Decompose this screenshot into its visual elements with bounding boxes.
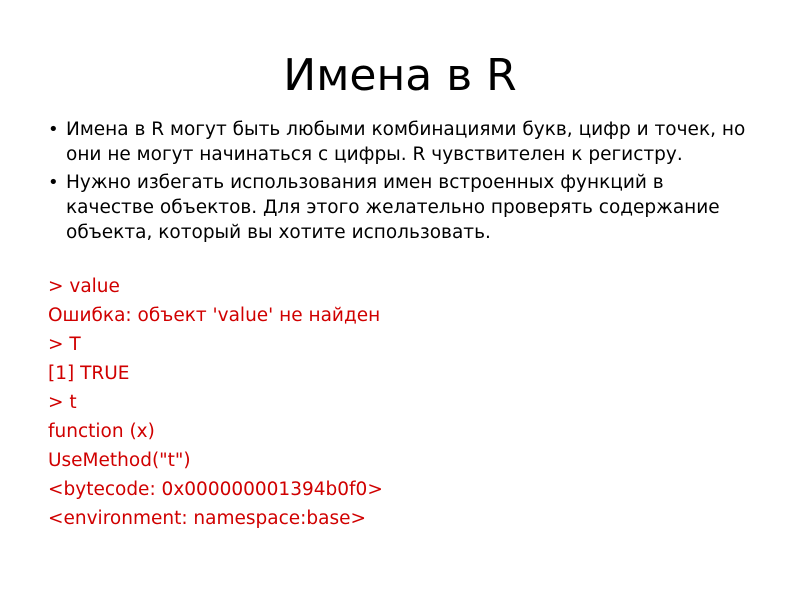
code-line: [1] TRUE [48, 363, 130, 384]
code-line: Ошибка: объект 'value' не найден [48, 305, 381, 326]
bullet-text: Имена в R могут быть любыми комбинациями букв, цифр и точек, но они не могут начинаться с цифры. R чувствителен к регистру. [66, 119, 746, 165]
code-line: > T [48, 334, 81, 355]
code-line: UseMethod("t") [48, 450, 191, 471]
code-line: > value [48, 276, 120, 297]
code-line: <bytecode: 0x000000001394b0f0> [48, 479, 383, 500]
bullet-text: Нужно избегать использования имен встроенных функций в качестве объектов. Для этого желательно проверять содержание объекта, который вы хотите использовать. [66, 172, 720, 243]
code-line: > t [48, 392, 77, 413]
slide-title: Имена в R [283, 50, 517, 101]
code-line: function (x) [48, 421, 155, 442]
bullet-item [48, 170, 748, 245]
code-block [48, 272, 748, 533]
bullet-item [48, 117, 748, 167]
code-line: <environment: namespace:base> [48, 508, 367, 529]
bullet-list [48, 117, 748, 248]
bullet-marker: • [48, 119, 59, 140]
bullet-marker: • [48, 172, 59, 193]
